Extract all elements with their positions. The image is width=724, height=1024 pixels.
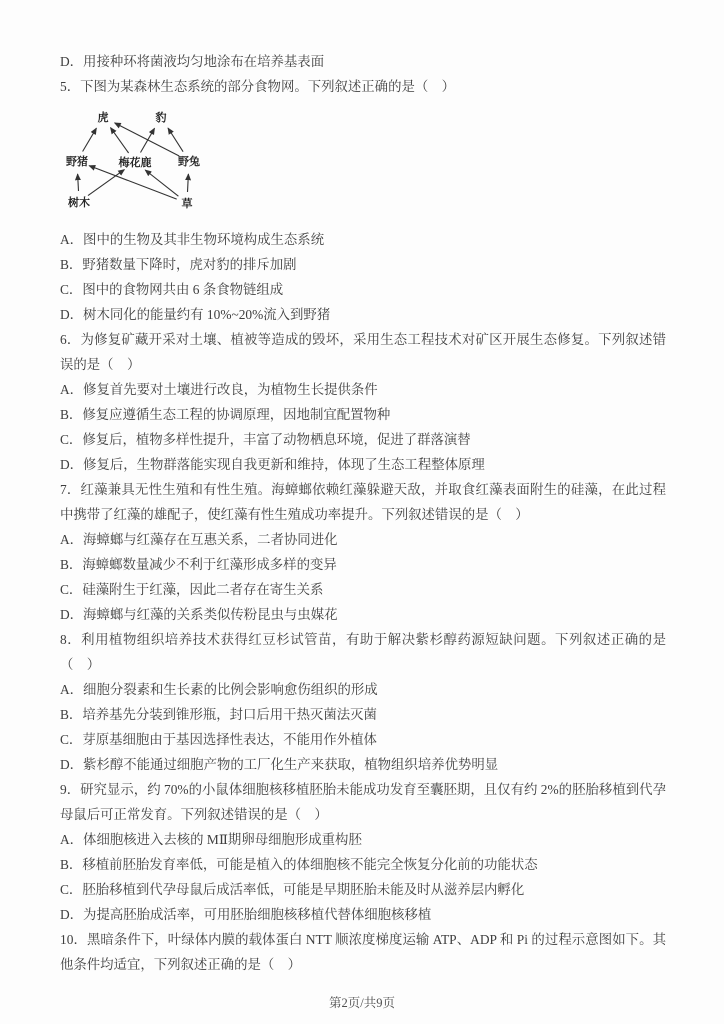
food-web-arrow-grass-to-hare: [188, 174, 189, 192]
question-5: [60, 74, 666, 327]
question-8-option-c: C．芽原基细胞由于基因选择性表达，不能用作外植体: [60, 732, 377, 747]
food-web-arrow-hare-to-tiger: [115, 123, 180, 156]
question-7-option-d: D．海蟑螂与红藻的关系类似传粉昆虫与虫媒花: [60, 607, 338, 622]
question-6-option-c: C．修复后，植物多样性提升，丰富了动物栖息环境，促进了群落演替: [60, 432, 471, 447]
food-web-arrow-trees-to-sika-deer: [88, 170, 124, 196]
question-8: [60, 627, 666, 777]
food-web-node-leopard: 豹: [155, 112, 167, 124]
question-6-option-a: A．修复首先要对土壤进行改良，为植物生长提供条件: [60, 382, 378, 397]
question-8-stem: 8．利用植物组织培养技术获得红豆杉试管苗，有助于解决紫杉醇药源短缺问题。下列叙述正确的是（ ）: [60, 632, 666, 672]
page-number: 第2页/共9页: [329, 996, 395, 1010]
question-9-option-d: D．为提高胚胎成活率，可用胚胎细胞核移植代替体细胞核移植: [60, 907, 432, 922]
question-8-option-b: B．培养基先分装到锥形瓶，封口后用干热灭菌法灭菌: [60, 707, 377, 722]
food-web-arrow-grass-to-boar: [89, 166, 177, 200]
question-8-option-d: D．紫杉醇不能通过细胞产物的工厂化生产来获取，植物组织培养优势明显: [60, 757, 499, 772]
question-5-option-c: C．图中的食物网共由 6 条食物链组成: [60, 282, 284, 297]
food-web-node-sika-deer: 梅花鹿: [118, 157, 152, 169]
question-7-option-c: C．硅藻附生于红藻，因此二者存在寄生关系: [60, 582, 324, 597]
question-7: [60, 477, 666, 627]
question-5-option-a: A．图中的生物及其非生物环境构成生态系统: [60, 232, 325, 247]
question-6: [60, 327, 666, 477]
question-6-option-d: D．修复后，生物群落能实现自我更新和维持，体现了生态工程整体原理: [60, 457, 485, 472]
food-web-diagram: [54, 105, 666, 219]
question-5-option-b: B．野猪数量下降时，虎对豹的排斥加剧: [60, 257, 297, 272]
food-web-svg: [54, 105, 224, 219]
question-9-stem: 9．研究显示，约 70%的小鼠体细胞核移植胚胎未能成功发育至囊胚期，且仅有约 2%的胚胎移植到代孕母鼠后可正常发育。下列叙述错误的是（ ）: [60, 782, 666, 822]
food-web-arrow-sika-deer-to-tiger: [111, 128, 129, 153]
question-5-stem: 5．下图为某森林生态系统的部分食物网。下列叙述正确的是（ ）: [60, 79, 456, 94]
question-7-option-b: B．海蟑螂数量减少不利于红藻形成多样的变异: [60, 557, 337, 572]
food-web-node-trees: 树木: [68, 197, 90, 209]
food-web-arrow-sika-deer-to-leopard: [141, 128, 155, 152]
food-web-arrow-trees-to-boar: [78, 174, 79, 191]
food-web-arrow-grass-to-sika-deer: [145, 170, 178, 196]
food-web-node-tiger: 虎: [97, 112, 109, 124]
food-web-arrow-hare-to-leopard: [168, 128, 183, 152]
food-web-arrow-boar-to-tiger: [83, 128, 97, 151]
question-7-option-a: A．海蟑螂与红藻存在互惠关系，二者协同进化: [60, 532, 338, 547]
food-web-node-grass: 草: [181, 198, 193, 210]
question-9-option-a: A．体细胞核进入去核的 MⅡ期卵母细胞形成重构胚: [60, 832, 362, 847]
question-7-stem: 7．红藻兼具无性生殖和有性生殖。海蟑螂依赖红藻躲避天敌，并取食红藻表面附生的硅藻，在此过程中携带了红藻的雄配子，使红藻有性生殖成功率提升。下列叙述错误的是（ ）: [60, 482, 666, 522]
question-6-option-b: B．修复应遵循生态工程的协调原理，因地制宜配置物种: [60, 407, 391, 422]
question-9: [60, 777, 666, 927]
question-9-option-b: B．移植前胚胎发育率低，可能是植入的体细胞核不能完全恢复分化前的功能状态: [60, 857, 538, 872]
question-5-option-d: D．树木同化的能量约有 10%~20%流入到野猪: [60, 307, 331, 322]
question-10-stem: 10．黑暗条件下，叶绿体内膜的载体蛋白 NTT 顺浓度梯度运输 ATP、ADP 和 Pi 的过程示意图如下。其他条件均适宜，下列叙述正确的是（ ）: [60, 932, 666, 972]
question-10: [60, 927, 666, 977]
question-8-option-a: A．细胞分裂素和生长素的比例会影响愈伤组织的形成: [60, 682, 378, 697]
question-9-option-c: C．胚胎移植到代孕母鼠后成活率低，可能是早期胚胎未能及时从滋养层内孵化: [60, 882, 525, 897]
food-web-node-boar: 野猪: [66, 156, 88, 168]
food-web-node-hare: 野兔: [178, 156, 200, 168]
question-6-stem: 6．为修复矿藏开采对土壤、植被等造成的毁坏，采用生态工程技术对矿区开展生态修复。下列叙述错误的是（ ）: [60, 332, 666, 372]
question-4-option-d: D．用接种环将菌液均匀地涂布在培养基表面: [60, 54, 325, 69]
